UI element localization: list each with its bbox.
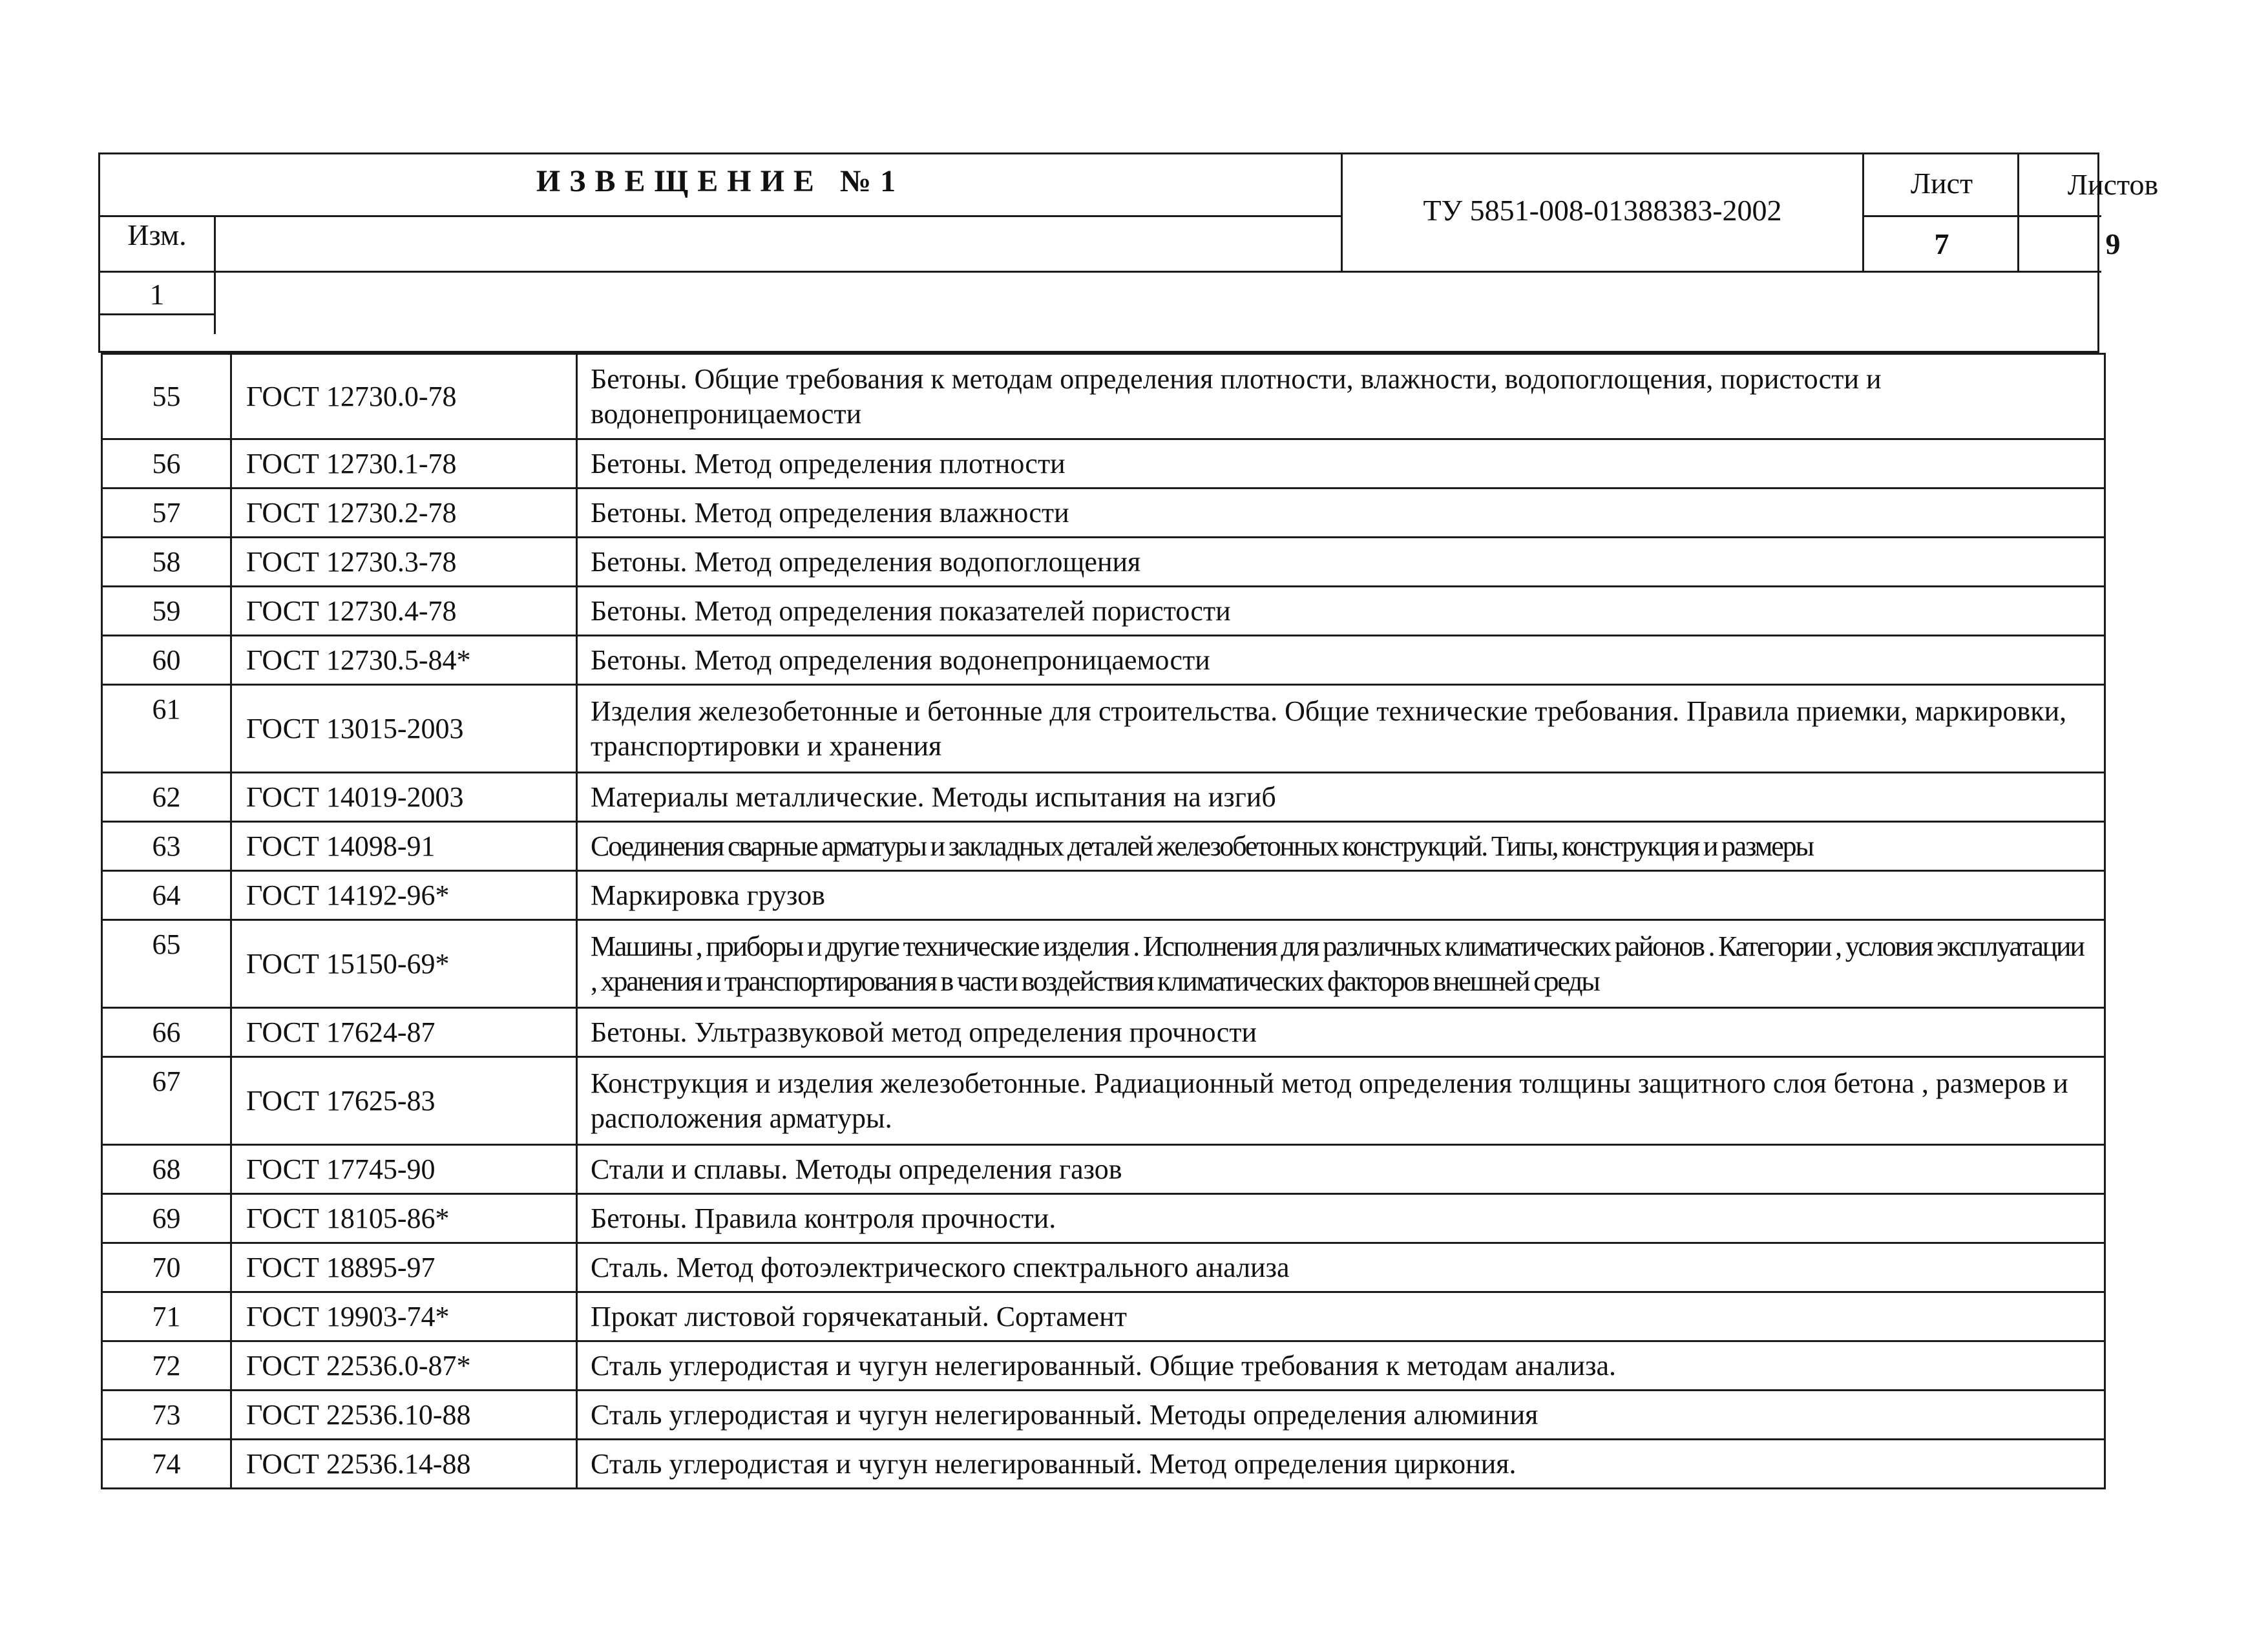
sheets-total: 9 bbox=[2105, 227, 2121, 260]
standard-code: ГОСТ 19903-74* bbox=[231, 1292, 577, 1341]
table-row bbox=[102, 822, 2105, 871]
standard-code: ГОСТ 12730.1-78 bbox=[231, 439, 577, 488]
standard-code: ГОСТ 14098-91 bbox=[231, 822, 577, 871]
standard-title: Сталь углеродистая и чугун нелегированный. Методы определения алюминия bbox=[577, 1391, 2105, 1440]
standard-code: ГОСТ 22536.10-88 bbox=[231, 1391, 577, 1440]
row-number: 61 bbox=[102, 685, 231, 773]
header-divider bbox=[100, 271, 2101, 273]
header-divider bbox=[100, 215, 1341, 217]
change-notice-header bbox=[98, 152, 2159, 353]
standard-title: Сталь углеродистая и чугун нелегированный. Общие требования к методам анализа. bbox=[577, 1341, 2105, 1391]
table-row bbox=[102, 920, 2105, 1008]
standard-title: Бетоны. Метод определения показателей пористости bbox=[577, 587, 2105, 636]
sheets-label: Листов bbox=[2067, 168, 2159, 201]
standard-code: ГОСТ 12730.2-78 bbox=[231, 488, 577, 538]
table-row bbox=[102, 685, 2105, 773]
standard-code: ГОСТ 22536.14-88 bbox=[231, 1440, 577, 1489]
row-number: 60 bbox=[102, 636, 231, 685]
row-number: 67 bbox=[102, 1057, 231, 1145]
standard-title: Бетоны. Правила контроля прочности. bbox=[577, 1194, 2105, 1243]
row-number: 74 bbox=[102, 1440, 231, 1489]
standard-title: Бетоны. Метод определения влажности bbox=[577, 488, 2105, 538]
table-row bbox=[102, 354, 2105, 439]
standard-code: ГОСТ 12730.0-78 bbox=[231, 354, 577, 439]
table-row bbox=[102, 538, 2105, 587]
row-number: 64 bbox=[102, 871, 231, 920]
row-number: 59 bbox=[102, 587, 231, 636]
standard-title: Изделия железобетонные и бетонные для строительства. Общие технические требования. Правила приемки, маркировки, транспортировки и хранения bbox=[577, 685, 2105, 773]
standard-title: Бетоны. Метод определения водопоглощения bbox=[577, 538, 2105, 587]
standard-title: Конструкция и изделия железобетонные. Радиационный метод определения толщины защитного слоя бетона , размеров и расположения арматуры. bbox=[577, 1057, 2105, 1145]
table-row bbox=[102, 636, 2105, 685]
sheet-number: 7 bbox=[1934, 227, 1949, 260]
table-row bbox=[102, 1008, 2105, 1057]
standard-code: ГОСТ 12730.5-84* bbox=[231, 636, 577, 685]
standard-title: Стали и сплавы. Методы определения газов bbox=[577, 1145, 2105, 1194]
standard-title: Бетоны. Ультразвуковой метод определения прочности bbox=[577, 1008, 2105, 1057]
standard-title: Машины , приборы и другие технические изделия . Исполнения для различных климатических районов . Категории , условия эксплуатации , хранения и транспортирования в части воздействия климатических факторов внешней среды bbox=[577, 920, 2105, 1008]
table-row bbox=[102, 488, 2105, 538]
standard-title: Сталь. Метод фотоэлектрического спектрального анализа bbox=[577, 1243, 2105, 1292]
header-divider bbox=[1862, 215, 2101, 217]
revision-number: 1 bbox=[149, 278, 165, 311]
table-row bbox=[102, 773, 2105, 822]
table-row bbox=[102, 587, 2105, 636]
standard-code: ГОСТ 15150-69* bbox=[231, 920, 577, 1008]
row-number: 63 bbox=[102, 822, 231, 871]
table-row bbox=[102, 1243, 2105, 1292]
header-divider bbox=[100, 313, 216, 315]
row-number: 68 bbox=[102, 1145, 231, 1194]
table-row bbox=[102, 1194, 2105, 1243]
standard-code: ГОСТ 22536.0-87* bbox=[231, 1341, 577, 1391]
standard-code: ГОСТ 18895-97 bbox=[231, 1243, 577, 1292]
standard-title: Материалы металлические. Методы испытания на изгиб bbox=[577, 773, 2105, 822]
sheet-label: Лист bbox=[1910, 167, 1973, 200]
standards-table bbox=[101, 353, 2106, 1489]
row-number: 56 bbox=[102, 439, 231, 488]
standard-title: Бетоны. Метод определения плотности bbox=[577, 439, 2105, 488]
standard-code: ГОСТ 14192-96* bbox=[231, 871, 577, 920]
row-number: 73 bbox=[102, 1391, 231, 1440]
row-number: 65 bbox=[102, 920, 231, 1008]
standard-code: ГОСТ 18105-86* bbox=[231, 1194, 577, 1243]
standard-title: Сталь углеродистая и чугун нелегированный. Метод определения циркония. bbox=[577, 1440, 2105, 1489]
table-row bbox=[102, 1391, 2105, 1440]
row-number: 55 bbox=[102, 354, 231, 439]
table-row bbox=[102, 871, 2105, 920]
izm-label: Изм. bbox=[127, 218, 187, 251]
row-number: 69 bbox=[102, 1194, 231, 1243]
table-row bbox=[102, 1341, 2105, 1391]
standard-code: ГОСТ 12730.4-78 bbox=[231, 587, 577, 636]
table-row bbox=[102, 1057, 2105, 1145]
standard-code: ГОСТ 17745-90 bbox=[231, 1145, 577, 1194]
standard-title: Маркировка грузов bbox=[577, 871, 2105, 920]
standard-title: Соединения сварные арматуры и закладных деталей железобетонных конструкций. Типы, конструкция и размеры bbox=[577, 822, 2105, 871]
row-number: 71 bbox=[102, 1292, 231, 1341]
row-number: 58 bbox=[102, 538, 231, 587]
row-number: 66 bbox=[102, 1008, 231, 1057]
standard-title: Бетоны. Метод определения водонепроницаемости bbox=[577, 636, 2105, 685]
standard-code: ГОСТ 13015-2003 bbox=[231, 685, 577, 773]
standard-code: ГОСТ 12730.3-78 bbox=[231, 538, 577, 587]
standard-code: ГОСТ 17624-87 bbox=[231, 1008, 577, 1057]
standard-code: ГОСТ 14019-2003 bbox=[231, 773, 577, 822]
row-number: 72 bbox=[102, 1341, 231, 1391]
header-divider bbox=[214, 215, 216, 334]
table-row bbox=[102, 1145, 2105, 1194]
standard-code: ГОСТ 17625-83 bbox=[231, 1057, 577, 1145]
table-row bbox=[102, 439, 2105, 488]
standard-title: Прокат листовой горячекатаный. Сортамент bbox=[577, 1292, 2105, 1341]
standard-title: Бетоны. Общие требования к методам определения плотности, влажности, водопоглощения, пористости и водонепроницаемости bbox=[577, 354, 2105, 439]
document-code: ТУ 5851-008-01388383-2002 bbox=[1423, 194, 1782, 227]
notice-title: ИЗВЕЩЕНИЕ №1 bbox=[536, 164, 905, 198]
table-row bbox=[102, 1292, 2105, 1341]
table-row bbox=[102, 1440, 2105, 1489]
row-number: 70 bbox=[102, 1243, 231, 1292]
row-number: 62 bbox=[102, 773, 231, 822]
row-number: 57 bbox=[102, 488, 231, 538]
